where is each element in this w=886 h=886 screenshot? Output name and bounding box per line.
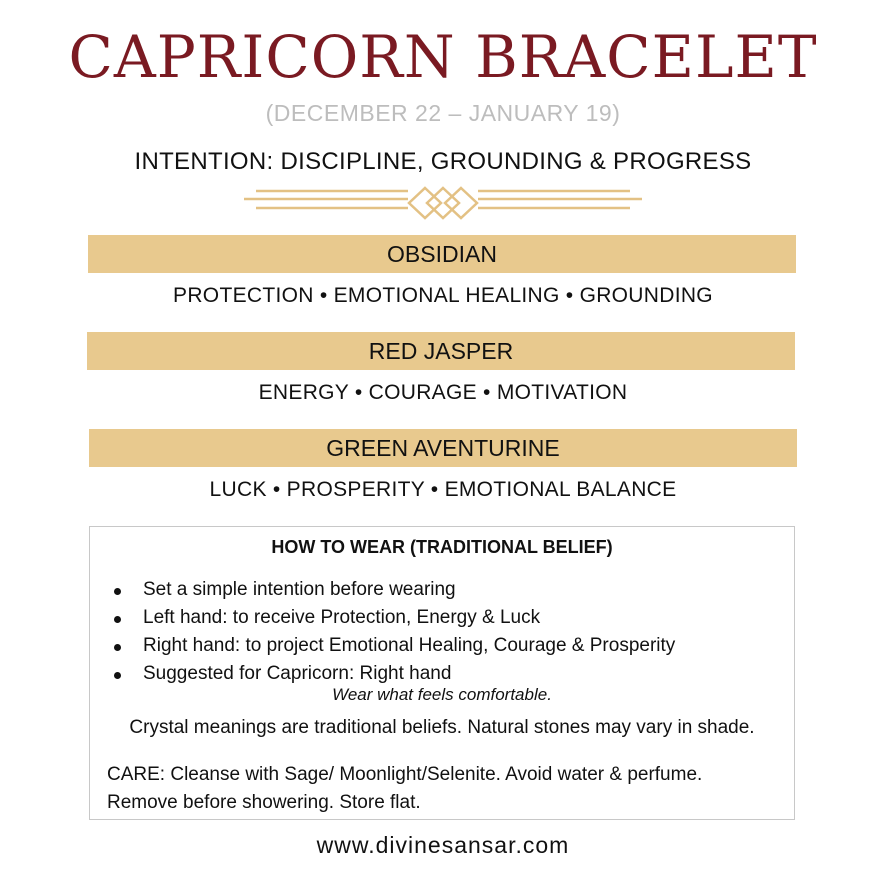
page-title: CAPRICORN BRACELET xyxy=(68,23,818,91)
disclaimer-text: Crystal meanings are traditional beliefs. Natural stones may vary in shade. xyxy=(129,717,755,738)
bullet-icon xyxy=(114,616,121,623)
stone-benefits-red-jasper: ENERGY • COURAGE • MOTIVATION xyxy=(258,381,628,404)
stone-band-red-jasper: RED JASPER xyxy=(87,332,795,370)
stone-benefits-obsidian: PROTECTION • EMOTIONAL HEALING • GROUNDING xyxy=(173,284,713,307)
stone-band-obsidian: OBSIDIAN xyxy=(88,235,796,273)
comfort-note: Wear what feels comfortable. xyxy=(332,685,552,704)
stone-band-green-aventurine: GREEN AVENTURINE xyxy=(89,429,797,467)
list-item xyxy=(112,660,675,688)
list-item-text: Left hand: to receive Protection, Energy & Luck xyxy=(143,607,541,628)
list-item-text: Right hand: to project Emotional Healing, Courage & Prosperity xyxy=(143,635,676,656)
bullet-icon xyxy=(114,644,121,651)
website-link[interactable]: www.divinesansar.com xyxy=(316,832,570,858)
how-to-wear-list xyxy=(112,576,675,688)
list-item xyxy=(112,604,675,632)
stone-benefits-green-aventurine: LUCK • PROSPERITY • EMOTIONAL BALANCE xyxy=(209,478,677,501)
list-item-text: Set a simple intention before wearing xyxy=(143,579,456,600)
list-item-text: Suggested for Capricorn: Right hand xyxy=(143,663,452,684)
how-to-wear-title: HOW TO WEAR (TRADITIONAL BELIEF) xyxy=(271,537,613,557)
date-range: (DECEMBER 22 – JANUARY 19) xyxy=(265,100,621,126)
list-item xyxy=(112,576,675,604)
care-line-1: CARE: Cleanse with Sage/ Moonlight/Selenite. Avoid water & perfume. xyxy=(107,764,703,785)
list-item xyxy=(112,632,675,660)
bullet-icon xyxy=(114,672,121,679)
art-deco-divider-icon xyxy=(242,186,644,224)
care-line-2: Remove before showering. Store flat. xyxy=(107,792,421,813)
intention-text: INTENTION: DISCIPLINE, GROUNDING & PROGRESS xyxy=(134,148,752,175)
care-instructions xyxy=(107,761,777,817)
bullet-icon xyxy=(114,588,121,595)
